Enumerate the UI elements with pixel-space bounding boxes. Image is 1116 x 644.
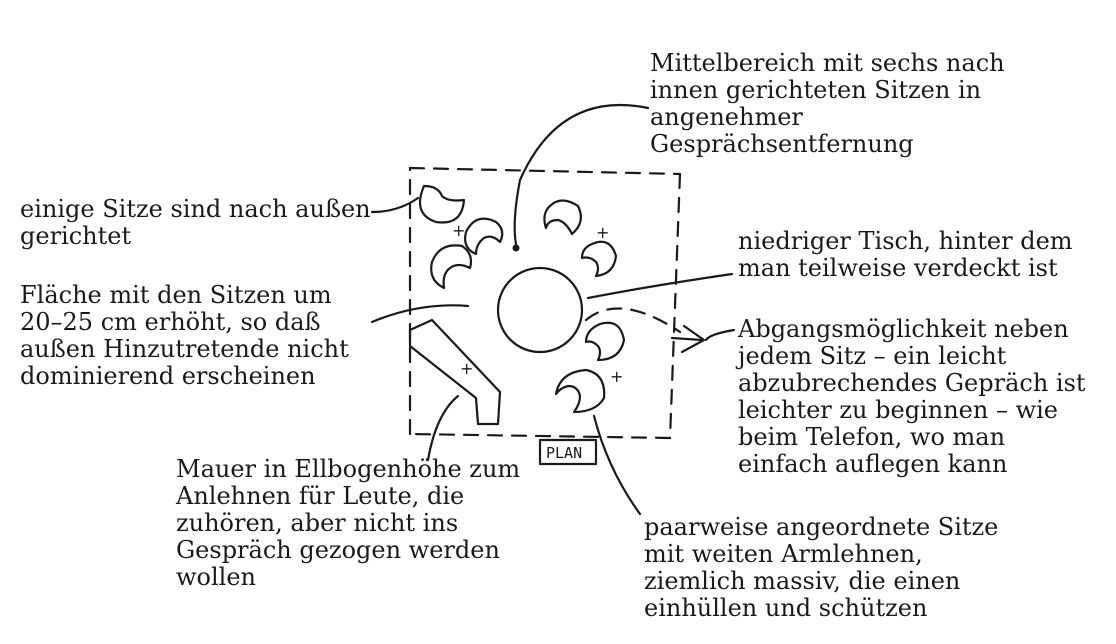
- annotation-paired-seats: paarweise angeordnete Sitze mit weiten Armlehnen, ziemlich massiv, die einen einhüllen und schützen: [644, 513, 999, 622]
- seat-top-right: [544, 200, 581, 234]
- annotation-outward-seats: einige Sitze sind nach außen gerichtet: [20, 195, 371, 250]
- leader-paired-seats: [594, 416, 640, 514]
- annotation-center-area: Mittelbereich mit sechs nach innen gerichteten Sitzen in angenehmer Gesprächsentfernung: [650, 49, 1005, 158]
- seat-left-upper: [465, 219, 502, 254]
- seat-marker: +: [460, 359, 474, 378]
- leader-end-dot: [513, 245, 520, 252]
- exit-path: [586, 308, 704, 352]
- leader-raised-area: [372, 305, 468, 322]
- leader-low-table: [588, 274, 732, 298]
- exit-arrow-shaft: [672, 338, 702, 340]
- seat-marker: +: [596, 223, 610, 242]
- seat-outward-top-left: [420, 186, 464, 223]
- raised-area-boundary: [410, 168, 680, 438]
- leader-center-area: [515, 105, 648, 244]
- seat-right-upper: [582, 242, 616, 276]
- center-table: [498, 268, 582, 352]
- seat-bottom-right: [556, 370, 604, 412]
- seat-marker: +: [610, 367, 624, 386]
- annotation-raised-area: Fläche mit den Sitzen um 20–25 cm erhöht, so daß außen Hinzutretende nicht dominierend erscheinen: [20, 281, 349, 390]
- plan-label: PLAN: [546, 444, 583, 462]
- annotation-wall: Mauer in Ellbogenhöhe zum Anlehnen für Leute, die zuhören, aber nicht ins Gespräch gezogen werden wollen: [176, 455, 521, 591]
- leader-wall: [428, 396, 458, 460]
- annotation-exit-option: Abgangsmöglichkeit neben jedem Sitz – ein leicht abzubrechendes Gepräch ist leichter zu beginnen – wie beim Telefon, wo man einfach auflegen kann: [738, 315, 1086, 478]
- leader-exit-option: [706, 330, 734, 340]
- seat-marker: +: [452, 221, 466, 240]
- seat-right-lower: [586, 323, 624, 360]
- elbow-wall: [410, 320, 500, 424]
- seat-left-lower: [431, 245, 471, 288]
- annotation-low-table: niedriger Tisch, hinter dem man teilweise verdeckt ist: [738, 227, 1073, 282]
